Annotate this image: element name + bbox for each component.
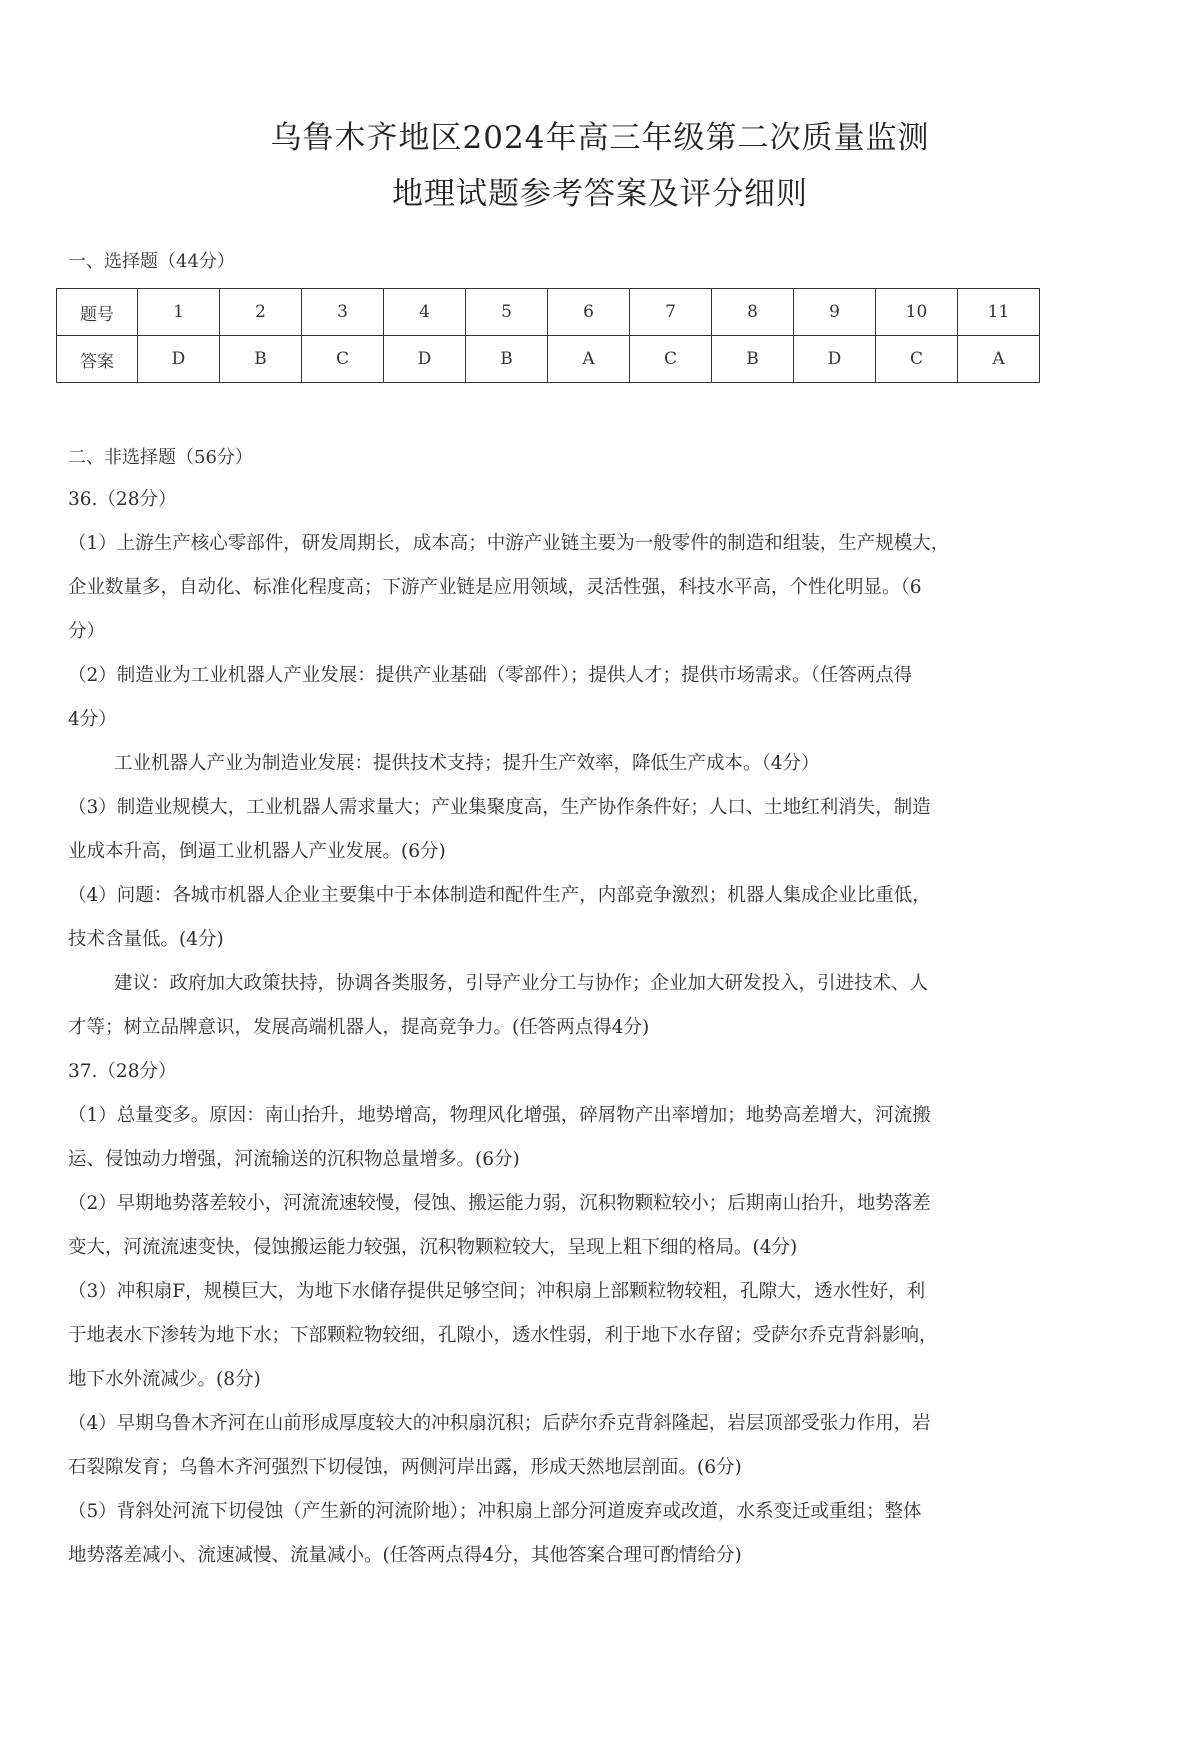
q36-part1-line: 企业数量多，自动化、标准化程度高；下游产业链是应用领域，灵活性强，科技水平高，个性化明显。（6 (68, 577, 922, 598)
q37-part5-line: （5）背斜处河流下切侵蚀（产生新的河流阶地）；冲积扇上部分河道废弃或改道，水系变迁或重组；整体 (68, 1501, 922, 1522)
answer-cell: A (548, 336, 630, 383)
question-number-cell: 1 (138, 289, 220, 336)
q37-part1-line: 运、侵蚀动力增强，河流输送的沉积物总量增多。(6分) (68, 1149, 520, 1170)
question-number-cell: 6 (548, 289, 630, 336)
q36-part2-line: 4分） (68, 709, 117, 730)
section2-heading: 二、非选择题（56分） (68, 447, 253, 468)
q36-part2-line: （2）制造业为工业机器人产业发展：提供产业基础（零部件）；提供人才；提供市场需求。（任答两点得 (68, 665, 913, 686)
q36-part4-line: 才等；树立品牌意识，发展高端机器人，提高竞争力。(任答两点得4分) (68, 1017, 650, 1038)
question-number-cell: 9 (794, 289, 876, 336)
q37-part3-line: （3）冲积扇F，规模巨大，为地下水储存提供足够空间；冲积扇上部颗粒物较粗，孔隙大，透水性好，利 (68, 1281, 926, 1302)
q37-part3-line: 地下水外流减少。(8分) (68, 1369, 261, 1390)
q37-part1-line: （1）总量变多。原因：南山抬升，地势增高，物理风化增强，碎屑物产出率增加；地势高差增大，河流搬 (68, 1105, 931, 1126)
answer-cell: D (794, 336, 876, 383)
question-number-cell: 10 (876, 289, 958, 336)
q36-part3-line: 业成本升高，倒逼工业机器人产业发展。(6分) (68, 841, 446, 862)
answer-row (57, 336, 1040, 383)
answer-table (56, 288, 1040, 383)
q37-part5-line: 地势落差减小、流速减慢、流量减小。(任答两点得4分，其他答案合理可酌情给分) (68, 1545, 742, 1566)
question-number-cell: 2 (220, 289, 302, 336)
answer-cell: D (384, 336, 466, 383)
answer-cell: B (466, 336, 548, 383)
q36-part3-line: （3）制造业规模大，工业机器人需求量大；产业集聚度高，生产协作条件好；人口、土地红利消失，制造 (68, 797, 931, 818)
answer-cell: C (302, 336, 384, 383)
question-36-label: 36.（28分） (68, 489, 177, 510)
answer-cell: A (958, 336, 1040, 383)
document-subtitle: 地理试题参考答案及评分细则 (392, 176, 808, 212)
answer-cell: B (712, 336, 794, 383)
answer-cell: C (630, 336, 712, 383)
question-number-cell: 5 (466, 289, 548, 336)
question-number-cell: 7 (630, 289, 712, 336)
q36-part1-line: （1）上游生产核心零部件，研发周期长，成本高；中游产业链主要为一般零件的制造和组装，生产规模大， (68, 533, 950, 554)
row-header-answer: 答案 (57, 336, 138, 383)
question-number-cell: 11 (958, 289, 1040, 336)
q36-part4-line: 技术含量低。(4分) (68, 929, 224, 950)
q37-part4-line: 石裂隙发育；乌鲁木齐河强烈下切侵蚀，两侧河岸出露，形成天然地层剖面。(6分) (68, 1457, 742, 1478)
q36-part4-line: 建议：政府加大政策扶持，协调各类服务，引导产业分工与协作；企业加大研发投入，引进技术、人 (114, 973, 929, 994)
section1-heading: 一、选择题（44分） (68, 251, 235, 272)
q37-part2-line: 变大，河流流速变快，侵蚀搬运能力较强，沉积物颗粒较大，呈现上粗下细的格局。(4分) (68, 1237, 798, 1258)
q37-part2-line: （2）早期地势落差较小，河流流速较慢，侵蚀、搬运能力弱，沉积物颗粒较小；后期南山抬升，地势落差 (68, 1193, 931, 1214)
answer-cell: D (138, 336, 220, 383)
question-number-cell: 8 (712, 289, 794, 336)
q36-part2-line: 工业机器人产业为制造业发展：提供技术支持；提升生产效率，降低生产成本。（4分） (114, 753, 820, 774)
question-number-cell: 3 (302, 289, 384, 336)
answer-body (68, 478, 1136, 1578)
q36-part1-line: 分） (68, 621, 106, 642)
q36-part4-line: （4）问题：各城市机器人企业主要集中于本体制造和配件生产，内部竞争激烈；机器人集成企业比重低， (68, 885, 931, 906)
document-title: 乌鲁木齐地区2024年高三年级第二次质量监测 (270, 120, 930, 156)
question-37-label: 37.（28分） (68, 1061, 177, 1082)
q37-part3-line: 于地表水下渗转为地下水；下部颗粒物较细，孔隙小，透水性弱，利于地下水存留；受萨尔乔克背斜影响， (68, 1325, 938, 1346)
question-number-row (57, 289, 1040, 336)
row-header-question: 题号 (57, 289, 138, 336)
question-number-cell: 4 (384, 289, 466, 336)
answer-cell: C (876, 336, 958, 383)
q37-part4-line: （4）早期乌鲁木齐河在山前形成厚度较大的冲积扇沉积；后萨尔乔克背斜隆起，岩层顶部受张力作用，岩 (68, 1413, 931, 1434)
answer-cell: B (220, 336, 302, 383)
